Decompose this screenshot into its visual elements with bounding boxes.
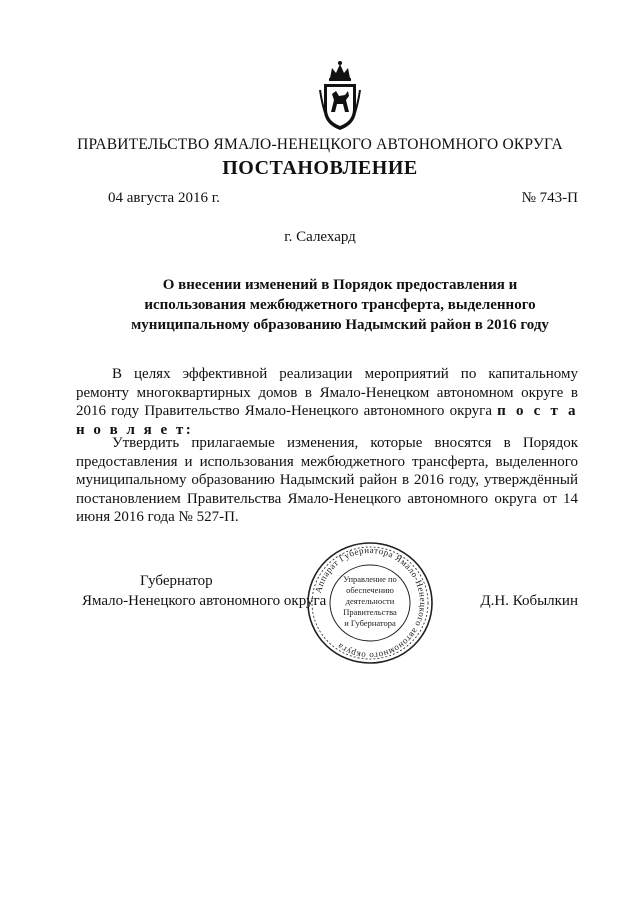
document-number: № 743-П: [521, 190, 578, 206]
seal-inner-line-4: Правительства: [343, 607, 397, 617]
organization-header: ПРАВИТЕЛЬСТВО ЯМАЛО-НЕНЕЦКОГО АВТОНОМНОГО ОКРУГА: [77, 136, 563, 153]
document-title: [120, 275, 560, 335]
body-paragraph-1: [76, 365, 578, 439]
document-city: г. Салехард: [284, 229, 356, 245]
seal-inner-line-1: Управление по: [343, 574, 397, 584]
signatory-name: Д.Н. Кобылкин: [480, 593, 578, 609]
document-date: 04 августа 2016 г.: [108, 190, 220, 206]
seal-inner-line-2: обеспечению: [346, 585, 394, 595]
official-seal: [305, 540, 435, 666]
seal-outer-text: Аппарат Губернатора Ямало-Ненецкого автономного округа: [313, 544, 429, 662]
signatory-title: Губернатор: [140, 573, 213, 589]
signatory-organization: Ямало-Ненецкого автономного округа: [82, 593, 327, 609]
body-paragraph-2: Утвердить прилагаемые изменения, которые вносятся в Порядок предоставления и использования межбюджетного трансферта, выделенного муниципальному образованию Надымский район в 2016 году, утверждённый постановлением Правительства Ямало-Ненецкого автономного округа от 14 июня 2016 года № 527-П.: [76, 435, 578, 525]
seal-inner-line-5: и Губернатора: [344, 618, 396, 628]
coat-of-arms-emblem: [318, 60, 362, 132]
title-line-1: О внесении изменений в Порядок предоставления и: [162, 277, 518, 293]
title-line-3: муниципальному образованию Надымский район в 2016 году: [131, 317, 549, 333]
seal-inner-line-3: деятельности: [345, 596, 395, 606]
document-type: ПОСТАНОВЛЕНИЕ: [222, 157, 418, 179]
title-line-2: использования межбюджетного трансферта, выделенного: [144, 297, 536, 313]
resolution-keyword: п о с т а н о в л я е т:: [76, 403, 578, 438]
paragraph-1-text: В целях эффективной реализации мероприятий по капитальному ремонту многоквартирных домов в Ямало-Ненецком автономном округе в 2016 году Правительство Ямало-Ненецкого автономного округа: [76, 366, 578, 419]
